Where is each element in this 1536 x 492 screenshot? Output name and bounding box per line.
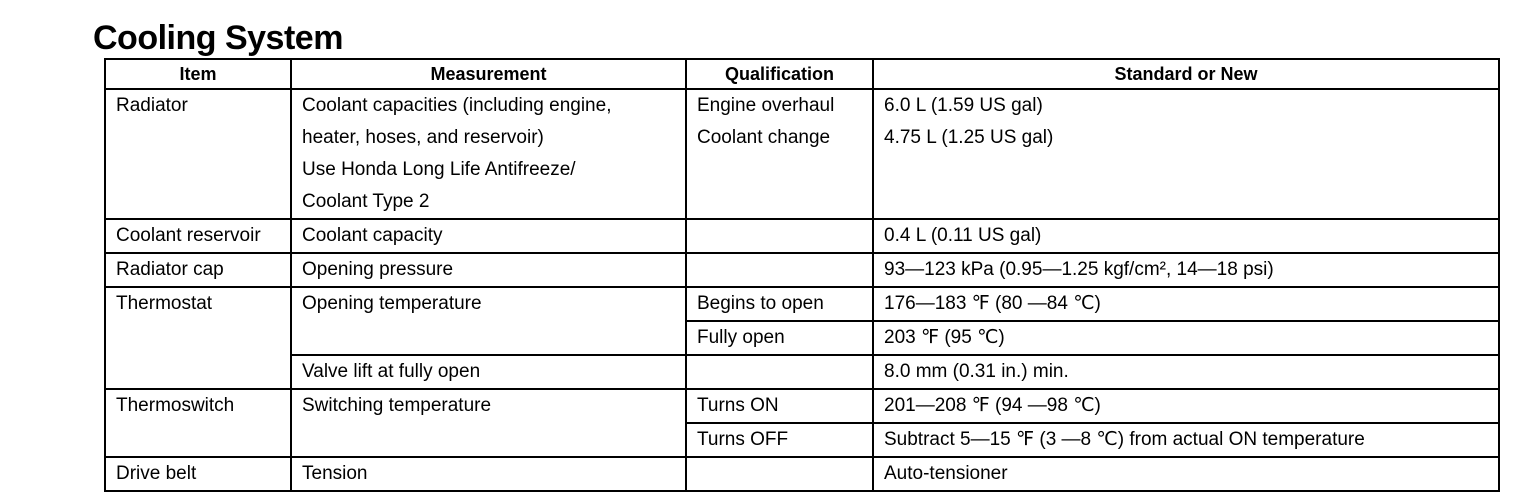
measurement-line: Coolant capacities (including engine, [302, 95, 612, 116]
qualification-cell: Fully open [686, 321, 873, 355]
item-cell: Thermoswitch [105, 389, 291, 457]
standard-cell: Subtract 5—15 ℉ (3 —8 ℃) from actual ON temperature [873, 423, 1499, 457]
item-cell: Thermostat [105, 287, 291, 389]
item-cell: Radiator cap [105, 253, 291, 287]
standard-cell: 201—208 ℉ (94 —98 ℃) [873, 389, 1499, 423]
measurement-cell: Tension [291, 457, 686, 491]
measurement-cell: Opening pressure [291, 253, 686, 287]
table-row [105, 355, 1499, 389]
item-cell: Drive belt [105, 457, 291, 491]
qualification-cell: Engine overhaul [686, 89, 873, 122]
standard-cell: 93—123 kPa (0.95—1.25 kgf/cm², 14—18 psi) [873, 253, 1499, 287]
standard-cell: 203 ℉ (95 ℃) [873, 321, 1499, 355]
standard-cell: 176—183 ℉ (80 —84 ℃) [873, 287, 1499, 321]
measurement-cell [291, 89, 686, 219]
qualification-cell: Coolant change [686, 122, 873, 219]
standard-cell: 4.75 L (1.25 US gal) [873, 122, 1499, 219]
standard-cell: Auto-tensioner [873, 457, 1499, 491]
table-row [105, 89, 1499, 122]
measurement-cell: Coolant capacity [291, 219, 686, 253]
header-qualification: Qualification [686, 59, 873, 89]
standard-cell: 6.0 L (1.59 US gal) [873, 89, 1499, 122]
qualification-cell [686, 457, 873, 491]
measurement-cell: Opening temperature [291, 287, 686, 355]
table-row [105, 389, 1499, 423]
page-title: Cooling System [93, 19, 343, 57]
qualification-cell [686, 253, 873, 287]
table-row [105, 457, 1499, 491]
measurement-line: heater, hoses, and reservoir) [302, 127, 544, 148]
qualification-cell [686, 355, 873, 389]
cooling-spec-table [104, 58, 1500, 492]
qualification-cell: Turns ON [686, 389, 873, 423]
measurement-cell: Valve lift at fully open [291, 355, 686, 389]
item-cell: Radiator [105, 89, 291, 219]
qualification-cell [686, 219, 873, 253]
table-header-row [105, 59, 1499, 89]
header-item: Item [105, 59, 291, 89]
standard-cell: 0.4 L (0.11 US gal) [873, 219, 1499, 253]
table-row [105, 287, 1499, 321]
measurement-cell: Switching temperature [291, 389, 686, 457]
qualification-cell: Turns OFF [686, 423, 873, 457]
header-standard: Standard or New [873, 59, 1499, 89]
table-row [105, 219, 1499, 253]
qualification-cell: Begins to open [686, 287, 873, 321]
item-cell: Coolant reservoir [105, 219, 291, 253]
header-measurement: Measurement [291, 59, 686, 89]
table-row [105, 253, 1499, 287]
standard-cell: 8.0 mm (0.31 in.) min. [873, 355, 1499, 389]
measurement-line: Coolant Type 2 [302, 191, 430, 212]
measurement-line: Use Honda Long Life Antifreeze/ [302, 159, 576, 180]
